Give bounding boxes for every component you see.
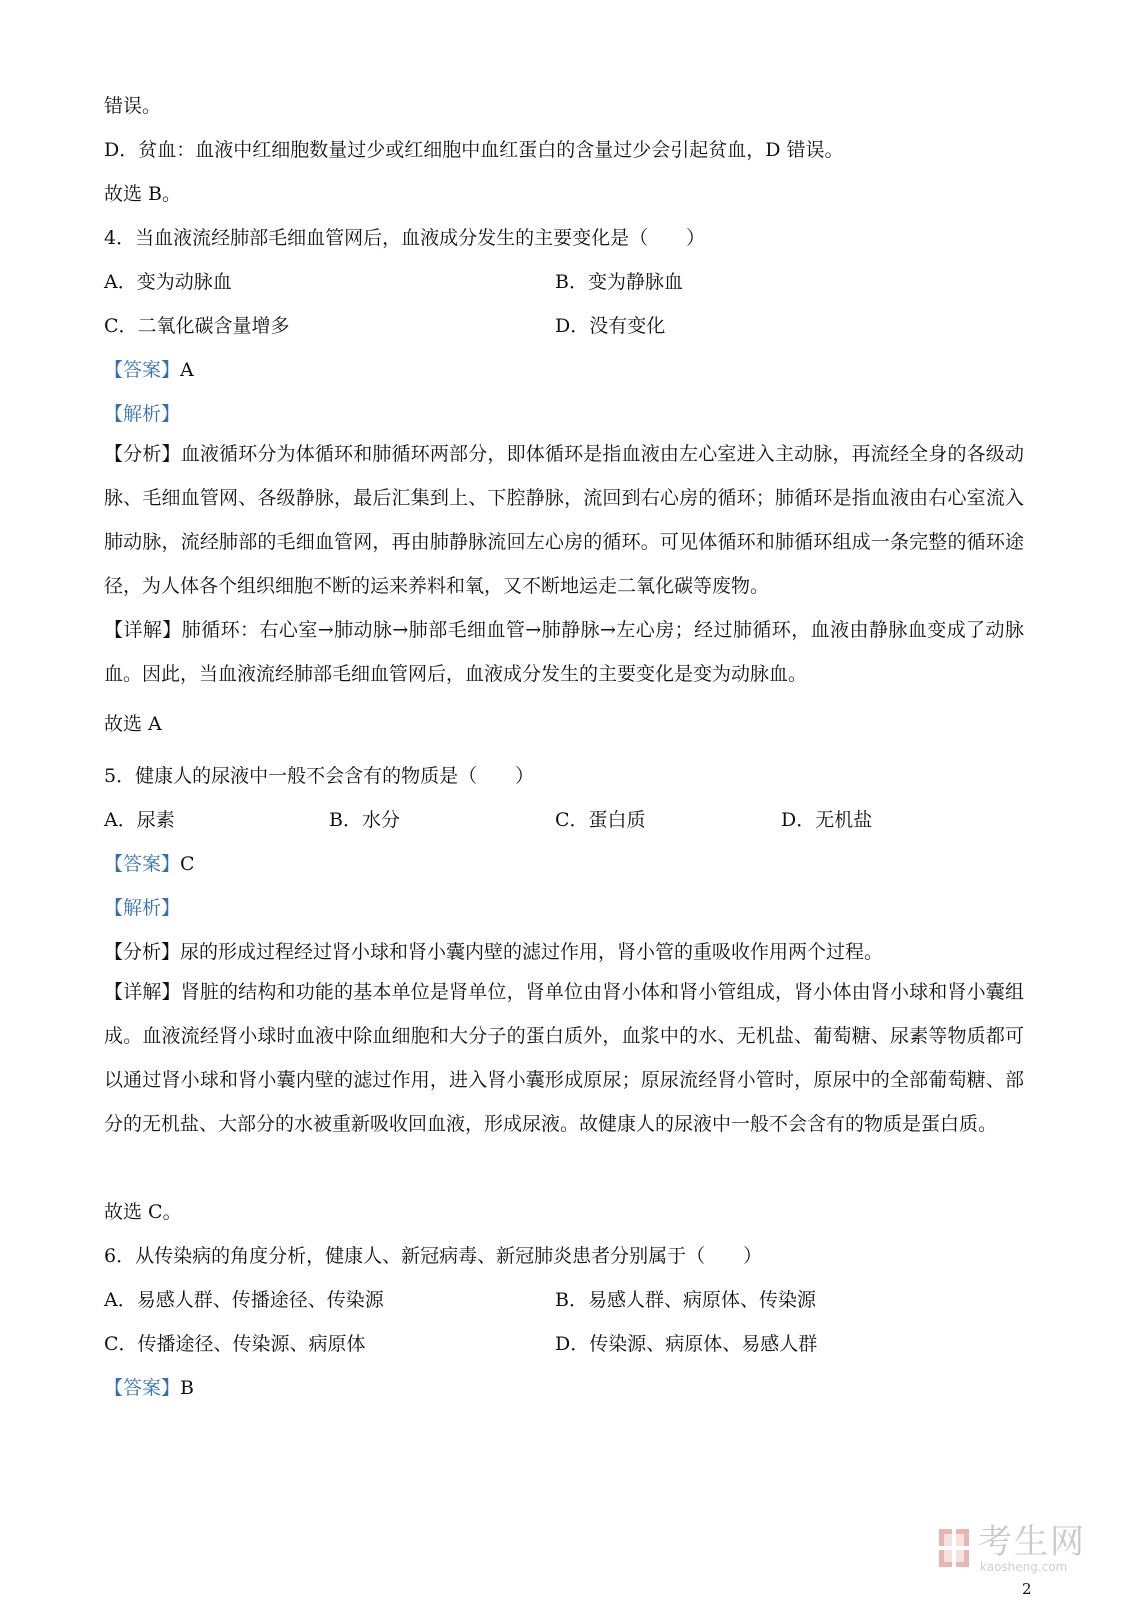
analysis-text: 尿的形成过程经过肾小球和肾小囊内壁的滤过作用，肾小管的重吸收作用两个过程。	[180, 941, 884, 963]
question-6-answer	[104, 1376, 194, 1400]
watermark	[938, 1522, 1098, 1576]
question-4-option-b: B．变为静脉血	[555, 271, 683, 293]
kaosheng-logo-icon	[938, 1526, 972, 1570]
question-4-analysis	[104, 432, 1024, 608]
question-4-option-a: A．变为动脉血	[104, 271, 232, 293]
answer-value: C	[180, 853, 195, 875]
analysis-tag: 【分析】	[104, 443, 181, 465]
question-4-jiexi-tag: 【解析】	[104, 403, 181, 425]
question-6-option-b: B．易感人群、病原体、传染源	[555, 1289, 816, 1311]
question-5-option-b: B．水分	[329, 809, 400, 831]
question-6-option-c: C．传播途径、传染源、病原体	[104, 1333, 366, 1355]
answer-tag: 【答案】	[104, 1377, 181, 1399]
question-5-detail	[104, 970, 1024, 1146]
answer-tag: 【答案】	[104, 359, 181, 381]
question-4-conclusion: 故选 A	[104, 713, 162, 735]
question-4-option-d: D．没有变化	[555, 315, 666, 337]
line-choose-b: 故选 B。	[104, 183, 182, 205]
detail-tag: 【详解】	[104, 619, 182, 641]
question-5-option-c: C．蛋白质	[555, 809, 646, 831]
watermark-url: kaosheng.com	[980, 1560, 1068, 1574]
analysis-tag: 【分析】	[104, 941, 181, 963]
question-5-answer	[104, 852, 195, 876]
detail-text: 肾脏的结构和功能的基本单位是肾单位，肾单位由肾小体和肾小管组成，肾小体由肾小球和肾小囊组成。血液流经肾小球时血液中除血细胞和大分子的蛋白质外，血浆中的水、无机盐、葡萄糖、尿素等物质都可以通过肾小球和肾小囊内壁的滤过作用，进入肾小囊形成原尿；原尿流经肾小管时，原尿中的全部葡萄糖、部分的无机盐、大部分的水被重新吸收回血液，形成尿液。故健康人的尿液中一般不会含有的物质是蛋白质。	[104, 981, 1024, 1135]
question-5-analysis	[104, 940, 883, 964]
answer-tag: 【答案】	[104, 853, 181, 875]
detail-tag: 【详解】	[104, 981, 181, 1003]
answer-value: A	[180, 359, 194, 381]
question-5-option-a: A．尿素	[104, 809, 175, 831]
question-5-option-d: D．无机盐	[781, 809, 873, 831]
question-4-detail	[104, 608, 1024, 696]
question-4-stem: 4．当血液流经肺部毛细血管网后，血液成分发生的主要变化是（ ）	[104, 227, 706, 249]
answer-value: B	[180, 1377, 194, 1399]
question-5-jiexi-tag: 【解析】	[104, 897, 181, 919]
line-error: 错误。	[104, 95, 162, 117]
detail-text: 肺循环：右心室→肺动脉→肺部毛细血管→肺静脉→左心房；经过肺循环，血液由静脉血变成了动脉血。因此，当血液流经肺部毛细血管网后，血液成分发生的主要变化是变为动脉血。	[104, 619, 1024, 685]
question-5-stem: 5．健康人的尿液中一般不会含有的物质是（ ）	[104, 765, 535, 787]
question-5-conclusion: 故选 C。	[104, 1201, 182, 1223]
watermark-text: 考生网	[978, 1522, 1086, 1562]
analysis-text: 血液循环分为体循环和肺循环两部分，即体循环是指血液由左心室进入主动脉，再流经全身的各级动脉、毛细血管网、各级静脉，最后汇集到上、下腔静脉，流回到右心房的循环；肺循环是指血液由右心室流入肺动脉，流经肺部的毛细血管网，再由肺静脉流回左心房的循环。可见体循环和肺循环组成一条完整的循环途径，为人体各个组织细胞不断的运来养料和氧，又不断地运走二氧化碳等废物。	[104, 443, 1024, 597]
question-6-option-d: D．传染源、病原体、易感人群	[555, 1333, 818, 1355]
page-number: 2	[1022, 1580, 1032, 1598]
line-option-d-anemia: D．贫血：血液中红细胞数量过少或红细胞中血红蛋白的含量过少会引起贫血，D 错误。	[104, 139, 844, 161]
question-6-option-a: A．易感人群、传播途径、传染源	[104, 1289, 384, 1311]
question-6-stem: 6．从传染病的角度分析，健康人、新冠病毒、新冠肺炎患者分别属于（ ）	[104, 1245, 763, 1267]
question-4-option-c: C．二氧化碳含量增多	[104, 315, 290, 337]
question-4-answer	[104, 358, 194, 382]
